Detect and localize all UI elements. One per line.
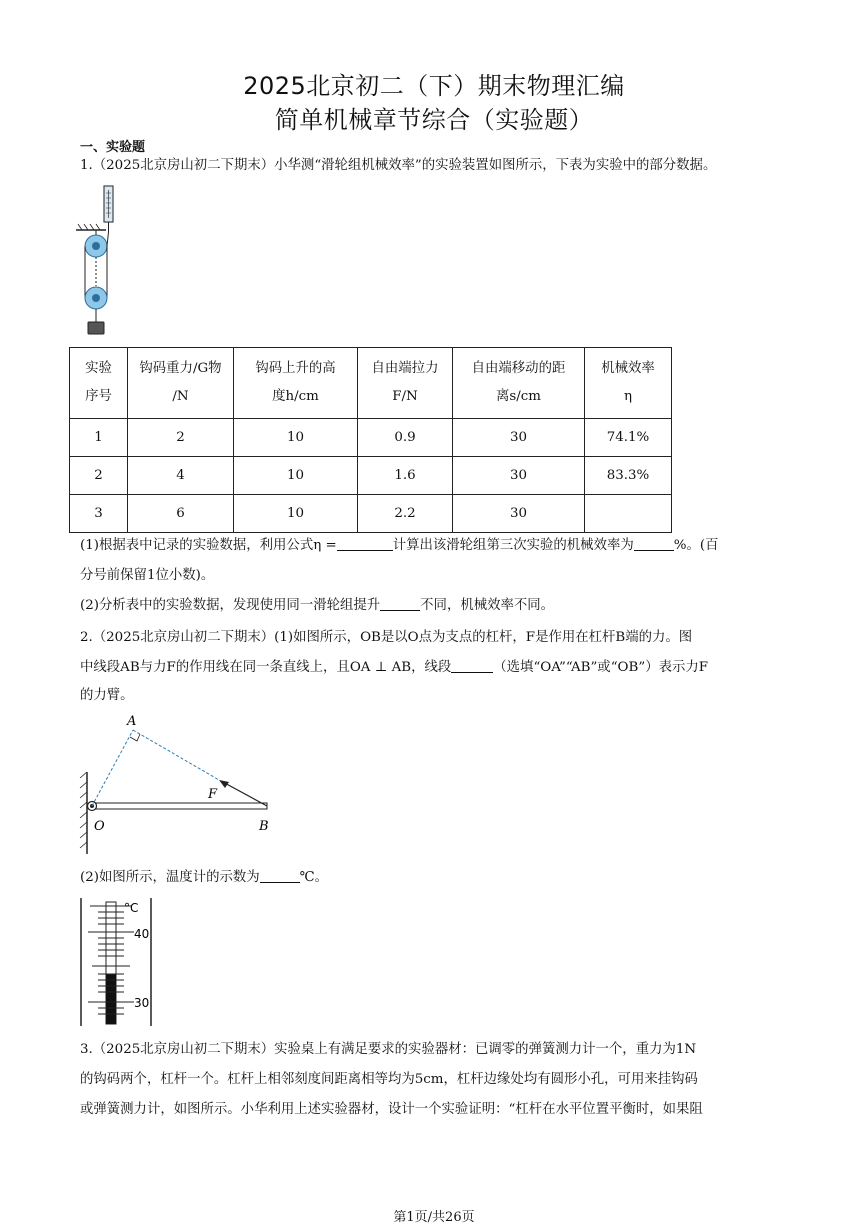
thermometer-unit: °C	[124, 901, 139, 915]
cell: 30	[453, 495, 585, 533]
cell: 74.1%	[585, 419, 672, 457]
answer-blank-temperature[interactable]	[260, 868, 300, 883]
header-trial-number: 实验 序号	[70, 348, 128, 419]
experiment-data-table	[69, 347, 672, 533]
thermometer-figure	[78, 896, 158, 1028]
header-hook-height: 钩码上升的高 度h/cm	[234, 348, 358, 419]
answer-blank-formula[interactable]	[337, 536, 393, 551]
table-header-row	[70, 348, 672, 419]
label-f: F	[208, 787, 218, 802]
q2-line2: 中线段AB与力F的作用线在同一条直线上，且OA ⊥ AB，线段 （选填“OA”“AB”或“OB”）表示力F	[80, 660, 709, 675]
q1-stem: 1.（2025北京房山初二下期末）小华测“滑轮组机械效率”的实验装置如图所示，下表为实验中的部分数据。	[80, 158, 717, 173]
table-row	[70, 495, 672, 533]
header-pull-force: 自由端拉力 F/N	[358, 348, 453, 419]
answer-blank-variable[interactable]	[380, 596, 420, 611]
answer-blank-efficiency[interactable]	[634, 536, 674, 551]
cell	[585, 495, 672, 533]
document-title: 2025北京初二（下）期末物理汇编	[243, 72, 625, 100]
cell: 6	[128, 495, 234, 533]
q3-line3: 或弹簧测力计，如图所示。小华利用上述实验器材，设计一个实验证明：“杠杆在水平位置平衡时，如果阻	[80, 1102, 703, 1117]
document-subtitle: 简单机械章节综合（实验题）	[274, 106, 594, 134]
cell: 30	[453, 419, 585, 457]
cell: 30	[453, 457, 585, 495]
q2-line3: 的力臂。	[80, 688, 134, 703]
cell: 2	[70, 457, 128, 495]
header-hook-weight: 钩码重力/G物 /N	[128, 348, 234, 419]
q1-sub2: (2)分析表中的实验数据，发现使用同一滑轮组提升 不同，机械效率不同。	[80, 598, 555, 613]
q2-sub2: (2)如图所示，温度计的示数为 ℃。	[80, 870, 329, 885]
table-row	[70, 419, 672, 457]
pulley-apparatus-figure	[76, 184, 126, 340]
cell: 2	[128, 419, 234, 457]
cell: 0.9	[358, 419, 453, 457]
table-row	[70, 457, 672, 495]
lever-diagram	[76, 712, 276, 857]
header-pull-distance: 自由端移动的距 离s/cm	[453, 348, 585, 419]
section-heading: 一、实验题	[80, 140, 146, 155]
label-b: B	[259, 819, 269, 834]
answer-blank-lever-arm[interactable]	[451, 658, 493, 673]
cell: 10	[234, 457, 358, 495]
label-a: A	[127, 714, 137, 729]
cell: 3	[70, 495, 128, 533]
thermometer-tick-30: 30	[134, 996, 150, 1010]
cell: 1.6	[358, 457, 453, 495]
cell: 4	[128, 457, 234, 495]
q3-line2: 的钩码两个，杠杆一个。杠杆上相邻刻度间距离相等均为5cm，杠杆边缘处均有圆形小孔，可用来挂钩码	[80, 1072, 698, 1087]
page-number: 第1页/共26页	[393, 1210, 475, 1225]
header-efficiency: 机械效率 η	[585, 348, 672, 419]
cell: 2.2	[358, 495, 453, 533]
q3-line1: 3.（2025北京房山初二下期末）实验桌上有满足要求的实验器材：已调零的弹簧测力计一个，重力为1N	[80, 1042, 697, 1057]
q1-sub1-line2: 分号前保留1位小数)。	[80, 568, 215, 583]
q2-line1: 2.（2025北京房山初二下期末）(1)如图所示，OB是以O点为支点的杠杆，F是作用在杠杆B端的力。图	[80, 630, 693, 645]
cell: 83.3%	[585, 457, 672, 495]
cell: 1	[70, 419, 128, 457]
label-o: O	[94, 819, 105, 834]
q1-sub1-line1: (1)根据表中记录的实验数据，利用公式η = 计算出该滑轮组第三次实验的机械效率为 %。(百	[80, 538, 719, 553]
thermometer-tick-40: 40	[134, 927, 150, 941]
cell: 10	[234, 495, 358, 533]
cell: 10	[234, 419, 358, 457]
